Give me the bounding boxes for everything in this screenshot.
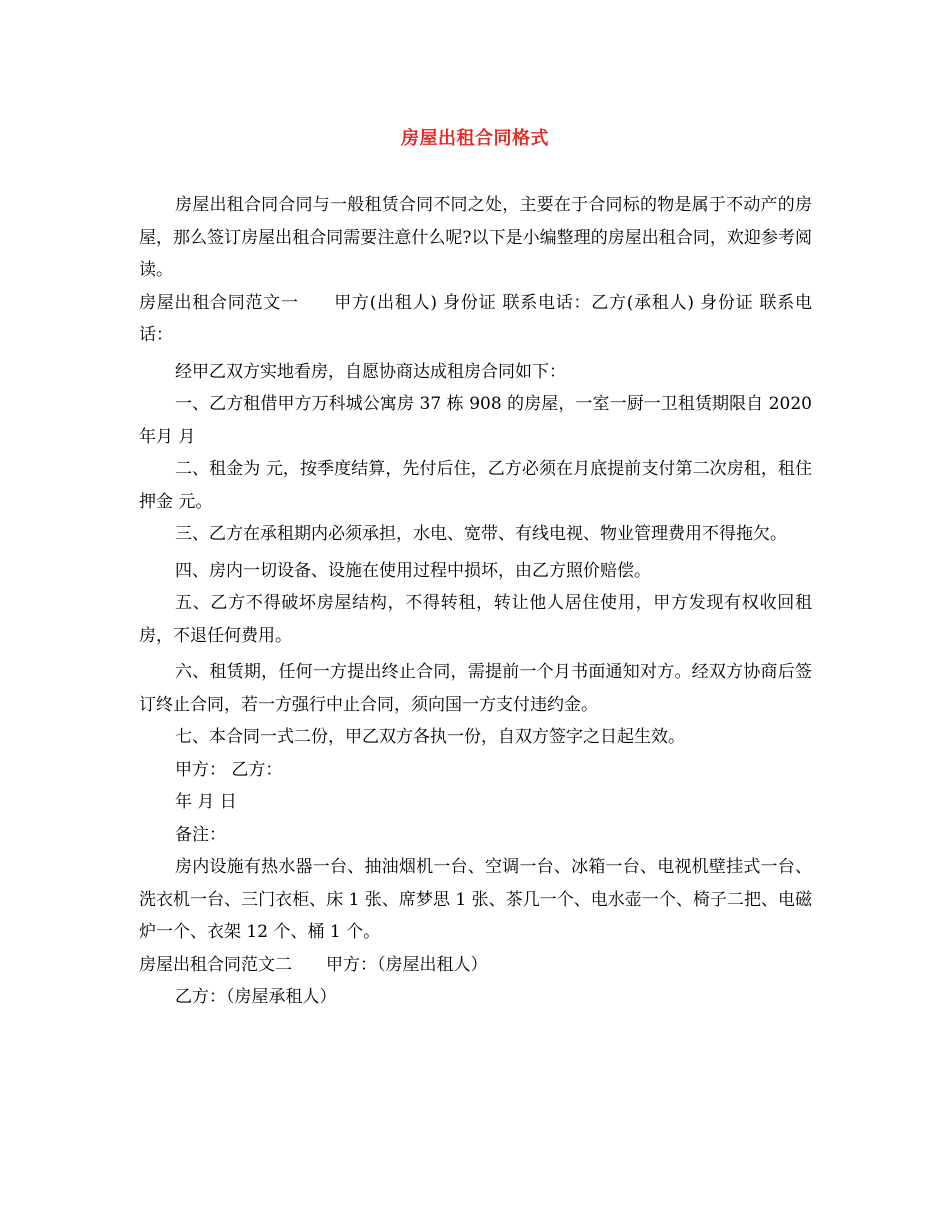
clause-3: 三、乙方在承租期内必须承担，水电、宽带、有线电视、物业管理费用不得拖欠。 [175, 524, 787, 544]
clause-2: 二、租金为 元，按季度结算，先付后住，乙方必须在月底提前支付第二次房租，租住押金 元。 [139, 459, 812, 512]
party-b-line: 乙方：（房屋承租人） [175, 987, 337, 1007]
clause-6: 六、租赁期，任何一方提出终止合同，需提前一个月书面通知对方。经双方协商后签订终止合同，若一方强行中止合同，须向国一方支付违约金。 [139, 662, 812, 715]
sample-one-heading: 房屋出租合同范文一 甲方(出租人) 身份证 联系电话：乙方(承租人) 身份证 联系电话： [139, 292, 812, 345]
contract-preamble: 经甲乙双方实地看房，自愿协商达成租房合同如下： [175, 361, 566, 382]
clause-4: 四、房内一切设备、设施在使用过程中损坏，由乙方照价赔偿。 [175, 560, 651, 581]
remarks-facilities: 房内设施有热水器一台、抽油烟机一台、空调一台、冰箱一台、电视机壁挂式一台、洗衣机一台、三门衣柜、床 1 张、席梦思 1 张、茶几一个、电水壶一个、椅子二把、电磁炉一个、衣架 12 个、桶 1 个。 [139, 857, 812, 942]
remarks-label: 备注： [175, 824, 226, 845]
clause-5: 五、乙方不得破坏房屋结构，不得转租，转让他人居住使用，甲方发现有权收回租房，不退任何费用。 [139, 593, 812, 646]
signature-date: 年 月 日 [175, 792, 237, 812]
clause-7: 七、本合同一式二份，甲乙双方各执一份，自双方签字之日起生效。 [175, 727, 685, 747]
sample-two-heading: 房屋出租合同范文二 甲方：（房屋出租人） [139, 954, 488, 975]
document-body [139, 189, 812, 1014]
signature-parties: 甲方： 乙方： [175, 759, 283, 780]
clause-1: 一、乙方租借甲方万科城公寓房 37 栋 908 的房屋，一室一厨一卫租赁期限自 2020 年月 月 [139, 394, 812, 447]
document-title: 房屋出租合同格式 [401, 128, 549, 149]
intro-paragraph: 房屋出租合同合同与一般租赁合同不同之处，主要在于合同标的物是属于不动产的房屋，那么签订房屋出租合同需要注意什么呢?以下是小编整理的房屋出租合同，欢迎参考阅读。 [139, 195, 812, 280]
